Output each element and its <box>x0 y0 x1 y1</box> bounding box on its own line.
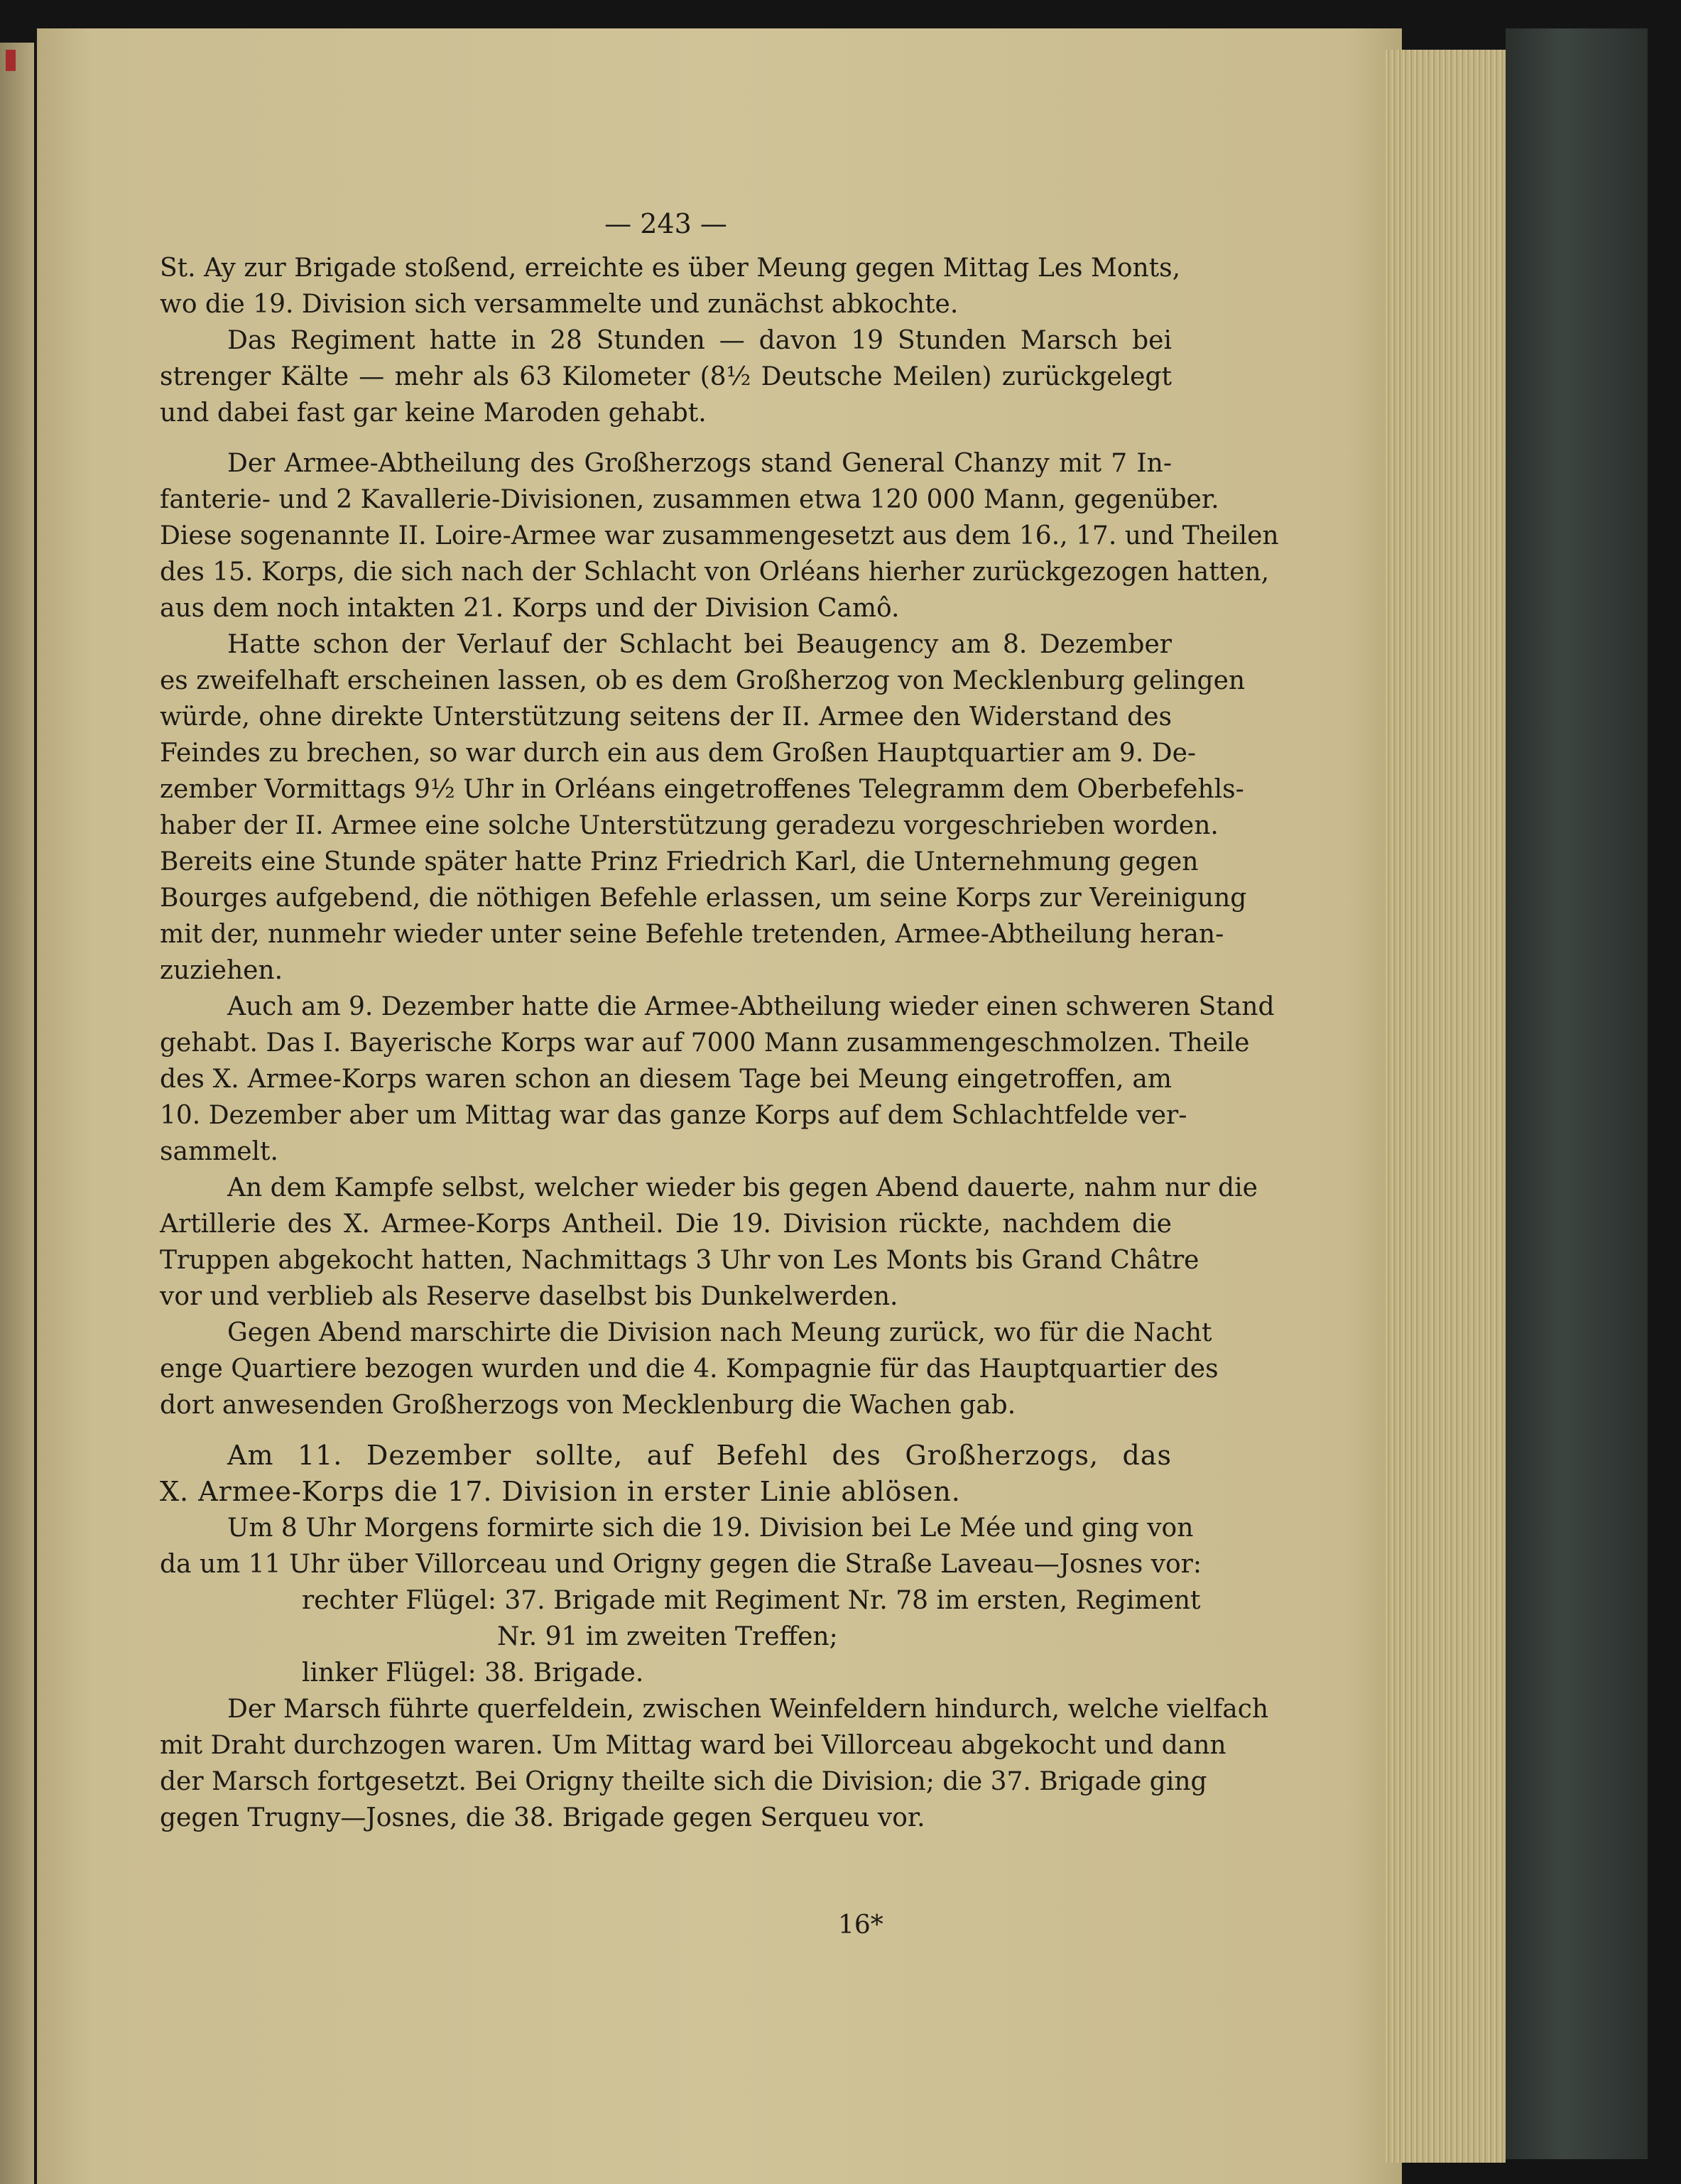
text-line: mit Draht durchzogen waren. Um Mittag ward bei Villorceau abgekocht und dann <box>160 1731 1226 1760</box>
text-line: haber der II. Armee eine solche Unterstützung geradezu vorgeschrieben worden. <box>160 811 1219 840</box>
text-line: linker Flügel: 38. Brigade. <box>302 1658 644 1688</box>
text-line: Das Regiment hatte in 28 Stunden — davon 19 Stunden Marsch bei <box>227 326 1172 355</box>
text-line: X. Armee-Korps die 17. Division in erster Linie ablösen. <box>160 1476 961 1507</box>
text-line: des X. Armee-Korps waren schon an diesem Tage bei Meung eingetroffen, am <box>160 1065 1172 1094</box>
text-line: strenger Kälte — mehr als 63 Kilometer (8½ Deutsche Meilen) zurückgelegt <box>160 362 1172 391</box>
text-line: des 15. Korps, die sich nach der Schlacht von Orléans hierher zurückgezogen hatten, <box>160 558 1270 587</box>
text-line: rechter Flügel: 37. Brigade mit Regiment Nr. 78 im ersten, Regiment <box>302 1586 1201 1615</box>
text-body <box>160 250 1279 1836</box>
text-line: St. Ay zur Brigade stoßend, erreichte es über Meung gegen Mittag Les Monts, <box>160 254 1181 283</box>
text-line: Am 11. Dezember sollte, auf Befehl des Großherzogs, das <box>227 1440 1172 1471</box>
text-line: gehabt. Das I. Bayerische Korps war auf 7000 Mann zusammengeschmolzen. Theile <box>160 1028 1250 1058</box>
text-line: Bereits eine Stunde später hatte Prinz Friedrich Karl, die Unternehmung gegen <box>160 847 1199 876</box>
text-line: Der Marsch führte querfeldein, zwischen Weinfeldern hindurch, welche vielfach <box>227 1695 1269 1724</box>
text-line: Der Armee-Abtheilung des Großherzogs stand General Chanzy mit 7 In- <box>227 449 1172 478</box>
signature-mark: 16* <box>838 1911 883 1940</box>
text-line: mit der, nunmehr wieder unter seine Befehle tretenden, Armee-Abtheilung heran- <box>160 920 1224 949</box>
page-header: — 243 — <box>604 208 727 239</box>
text-line: Gegen Abend marschirte die Division nach Meung zurück, wo für die Nacht <box>227 1318 1212 1347</box>
text-line: und dabei fast gar keine Maroden gehabt. <box>160 398 707 428</box>
text-line: Hatte schon der Verlauf der Schlacht bei Beaugency am 8. Dezember <box>227 630 1172 659</box>
page-fore-edge <box>1385 50 1506 2163</box>
text-line: Feindes zu brechen, so war durch ein aus dem Großen Hauptquartier am 9. De- <box>160 739 1197 768</box>
text-line: Artillerie des X. Armee-Korps Antheil. Die 19. Division rückte, nachdem die <box>160 1210 1172 1239</box>
left-page-edge <box>0 43 34 2184</box>
text-line: zember Vormittags 9½ Uhr in Orléans eingetroffenes Telegramm dem Oberbefehls- <box>160 775 1244 804</box>
text-line: wo die 19. Division sich versammelte und zunächst abkochte. <box>160 290 959 319</box>
text-line: Um 8 Uhr Morgens formirte sich die 19. Division bei Le Mée und ging von <box>227 1514 1194 1543</box>
text-line: würde, ohne direkte Unterstützung seitens der II. Armee den Widerstand des <box>160 702 1172 732</box>
text-line: sammelt. <box>160 1137 278 1166</box>
text-line: dort anwesenden Großherzogs von Mecklenburg die Wachen gab. <box>160 1391 1016 1420</box>
text-line: zuziehen. <box>160 956 283 985</box>
text-line: Nr. 91 im zweiten Treffen; <box>497 1622 838 1651</box>
text-line: 10. Dezember aber um Mittag war das ganze Korps auf dem Schlachtfelde ver- <box>160 1101 1187 1130</box>
text-line: es zweifelhaft erscheinen lassen, ob es dem Großherzog von Mecklenburg gelingen <box>160 666 1246 695</box>
text-line: gegen Trugny—Josnes, die 38. Brigade gegen Serqueu vor. <box>160 1803 925 1832</box>
text-line: da um 11 Uhr über Villorceau und Origny gegen die Straße Laveau—Josnes vor: <box>160 1550 1202 1579</box>
book-cover <box>1506 28 1648 2159</box>
text-line: Auch am 9. Dezember hatte die Armee-Abtheilung wieder einen schweren Stand <box>227 992 1275 1021</box>
text-line: Bourges aufgebend, die nöthigen Befehle erlassen, um seine Korps zur Vereinigung <box>160 884 1247 913</box>
text-line: Diese sogenannte II. Loire-Armee war zusammengesetzt aus dem 16., 17. und Theilen <box>160 521 1279 550</box>
text-line: aus dem noch intakten 21. Korps und der Division Camô. <box>160 594 900 623</box>
text-line: enge Quartiere bezogen wurden und die 4. Kompagnie für das Hauptquartier des <box>160 1354 1219 1384</box>
text-line: der Marsch fortgesetzt. Bei Origny theilte sich die Division; die 37. Brigade ging <box>160 1767 1207 1796</box>
text-line: vor und verblieb als Reserve daselbst bis Dunkelwerden. <box>160 1282 898 1311</box>
text-line: An dem Kampfe selbst, welcher wieder bis gegen Abend dauerte, nahm nur die <box>227 1173 1258 1202</box>
text-line: fanterie- und 2 Kavallerie-Divisionen, zusammen etwa 120 000 Mann, gegenüber. <box>160 485 1219 514</box>
bookmark-ribbon <box>6 50 16 71</box>
text-line: Truppen abgekocht hatten, Nachmittags 3 Uhr von Les Monts bis Grand Châtre <box>160 1246 1199 1275</box>
